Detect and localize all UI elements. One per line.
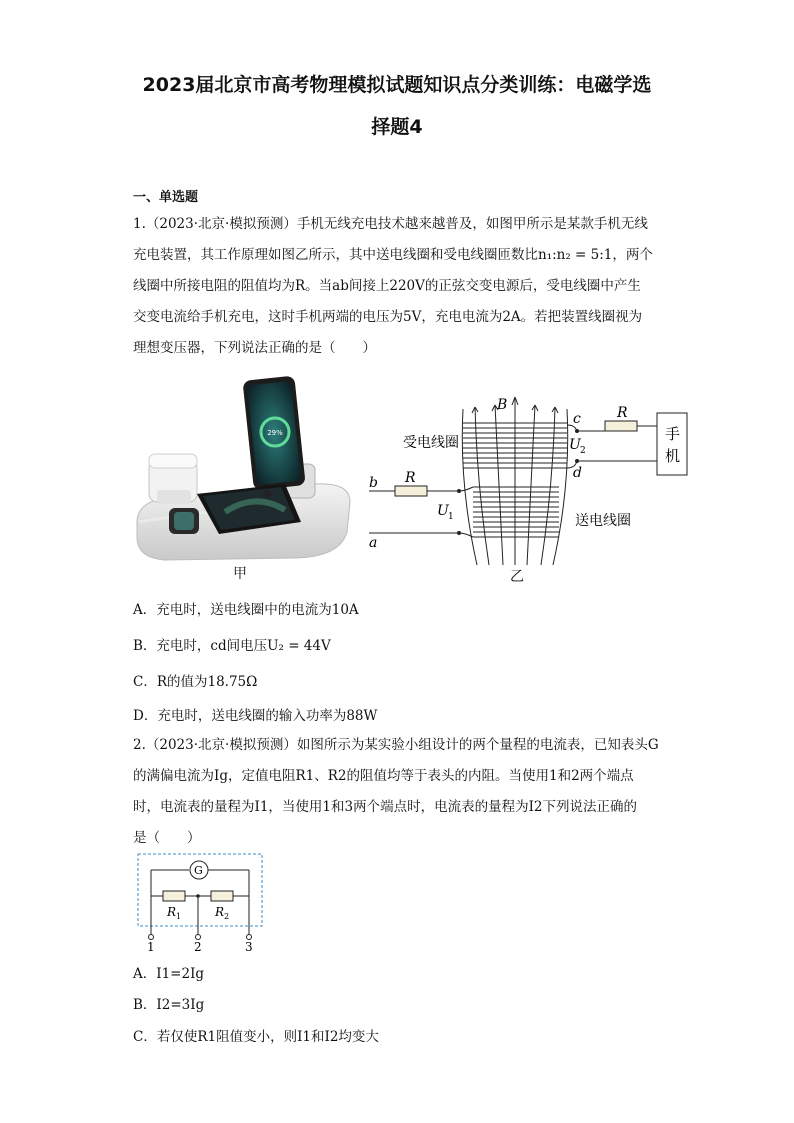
label-R1-sub: 1 bbox=[176, 912, 182, 921]
label-b: b bbox=[369, 475, 378, 491]
q2-line: 2.（2023·北京·模拟预测）如图所示为某实验小组设计的两个量程的电流表，已知表头G bbox=[133, 737, 659, 753]
q2-option-b[interactable]: B．I2=3Ig bbox=[133, 997, 205, 1013]
page-title-line2: 择题4 bbox=[371, 116, 423, 138]
label-d: d bbox=[573, 465, 582, 481]
label-phone-1: 手 bbox=[665, 425, 681, 443]
q2-option-c[interactable]: C．若仅使R1阻值变小，则I1和I2均变大 bbox=[133, 1029, 379, 1045]
q2-stem bbox=[133, 730, 663, 854]
coil-diagram bbox=[365, 395, 695, 570]
phone-screen-text: 29% bbox=[267, 429, 283, 437]
ammeter-circuit bbox=[135, 852, 270, 952]
label-phone-2: 机 bbox=[665, 447, 681, 465]
label-U1: U bbox=[437, 503, 449, 519]
page-title-line1: 2023届北京市高考物理模拟试题知识点分类训练：电磁学选 bbox=[142, 74, 652, 96]
section-heading: 一、单选题 bbox=[133, 190, 199, 205]
terminal-1: 1 bbox=[147, 940, 155, 952]
label-a: a bbox=[369, 535, 378, 551]
q1-line: 理想变压器，下列说法正确的是（ ） bbox=[133, 340, 376, 356]
fig-jia-caption: 甲 bbox=[233, 566, 247, 582]
label-R1: R bbox=[167, 905, 177, 919]
galvanometer-label: G bbox=[194, 864, 203, 877]
q1-option-c[interactable]: C．R的值为18.75Ω bbox=[133, 674, 258, 690]
fig-yi-caption: 乙 bbox=[510, 569, 524, 585]
q1-line: 充电装置，其工作原理如图乙所示，其中送电线圈和受电线圈匝数比n₁:n₂ = 5:1，两个 bbox=[133, 247, 653, 263]
q2-line: 是（ ） bbox=[133, 830, 201, 846]
q1-option-b[interactable]: B．充电时，cd间电压U₂ = 44V bbox=[133, 638, 331, 654]
q1-stem bbox=[133, 209, 663, 364]
charger-photo bbox=[135, 372, 355, 562]
label-U2: U bbox=[569, 437, 581, 453]
q1-line: 1.（2023·北京·模拟预测）手机无线充电技术越来越普及，如图甲所示是某款手机无线 bbox=[133, 216, 648, 232]
q2-line: 时，电流表的量程为I1，当使用1和3两个端点时，电流表的量程为I2下列说法正确的 bbox=[133, 799, 638, 815]
label-R-upper: R bbox=[617, 405, 628, 421]
label-c: c bbox=[573, 411, 581, 427]
label-R2-sub: 2 bbox=[224, 912, 230, 921]
label-U1-sub: 1 bbox=[448, 512, 454, 522]
label-U2-sub: 2 bbox=[580, 446, 586, 456]
terminal-3: 3 bbox=[245, 940, 253, 952]
label-R-lower: R bbox=[405, 470, 416, 486]
q2-option-a[interactable]: A．I1=2Ig bbox=[133, 966, 205, 982]
label-sending-coil: 送电线圈 bbox=[575, 513, 631, 529]
q1-line: 线圈中所接电阻的阻值均为R。当ab间接上220V的正弦交变电源后，受电线圈中产生 bbox=[133, 278, 641, 294]
q1-option-a[interactable]: A．充电时，送电线圈中的电流为10A bbox=[133, 602, 359, 618]
label-B: B bbox=[497, 397, 508, 413]
terminal-2: 2 bbox=[194, 940, 202, 952]
q1-option-d[interactable]: D．充电时，送电线圈的输入功率为88W bbox=[133, 708, 378, 724]
label-receiving-coil: 受电线圈 bbox=[403, 435, 459, 451]
q1-line: 交变电流给手机充电，这时手机两端的电压为5V，充电电流为2A。若把装置线圈视为 bbox=[133, 309, 643, 325]
label-R2: R bbox=[215, 905, 225, 919]
q2-line: 的满偏电流为Ig，定值电阻R1、R2的阻值均等于表头的内阻。当使用1和2两个端点 bbox=[133, 768, 634, 784]
